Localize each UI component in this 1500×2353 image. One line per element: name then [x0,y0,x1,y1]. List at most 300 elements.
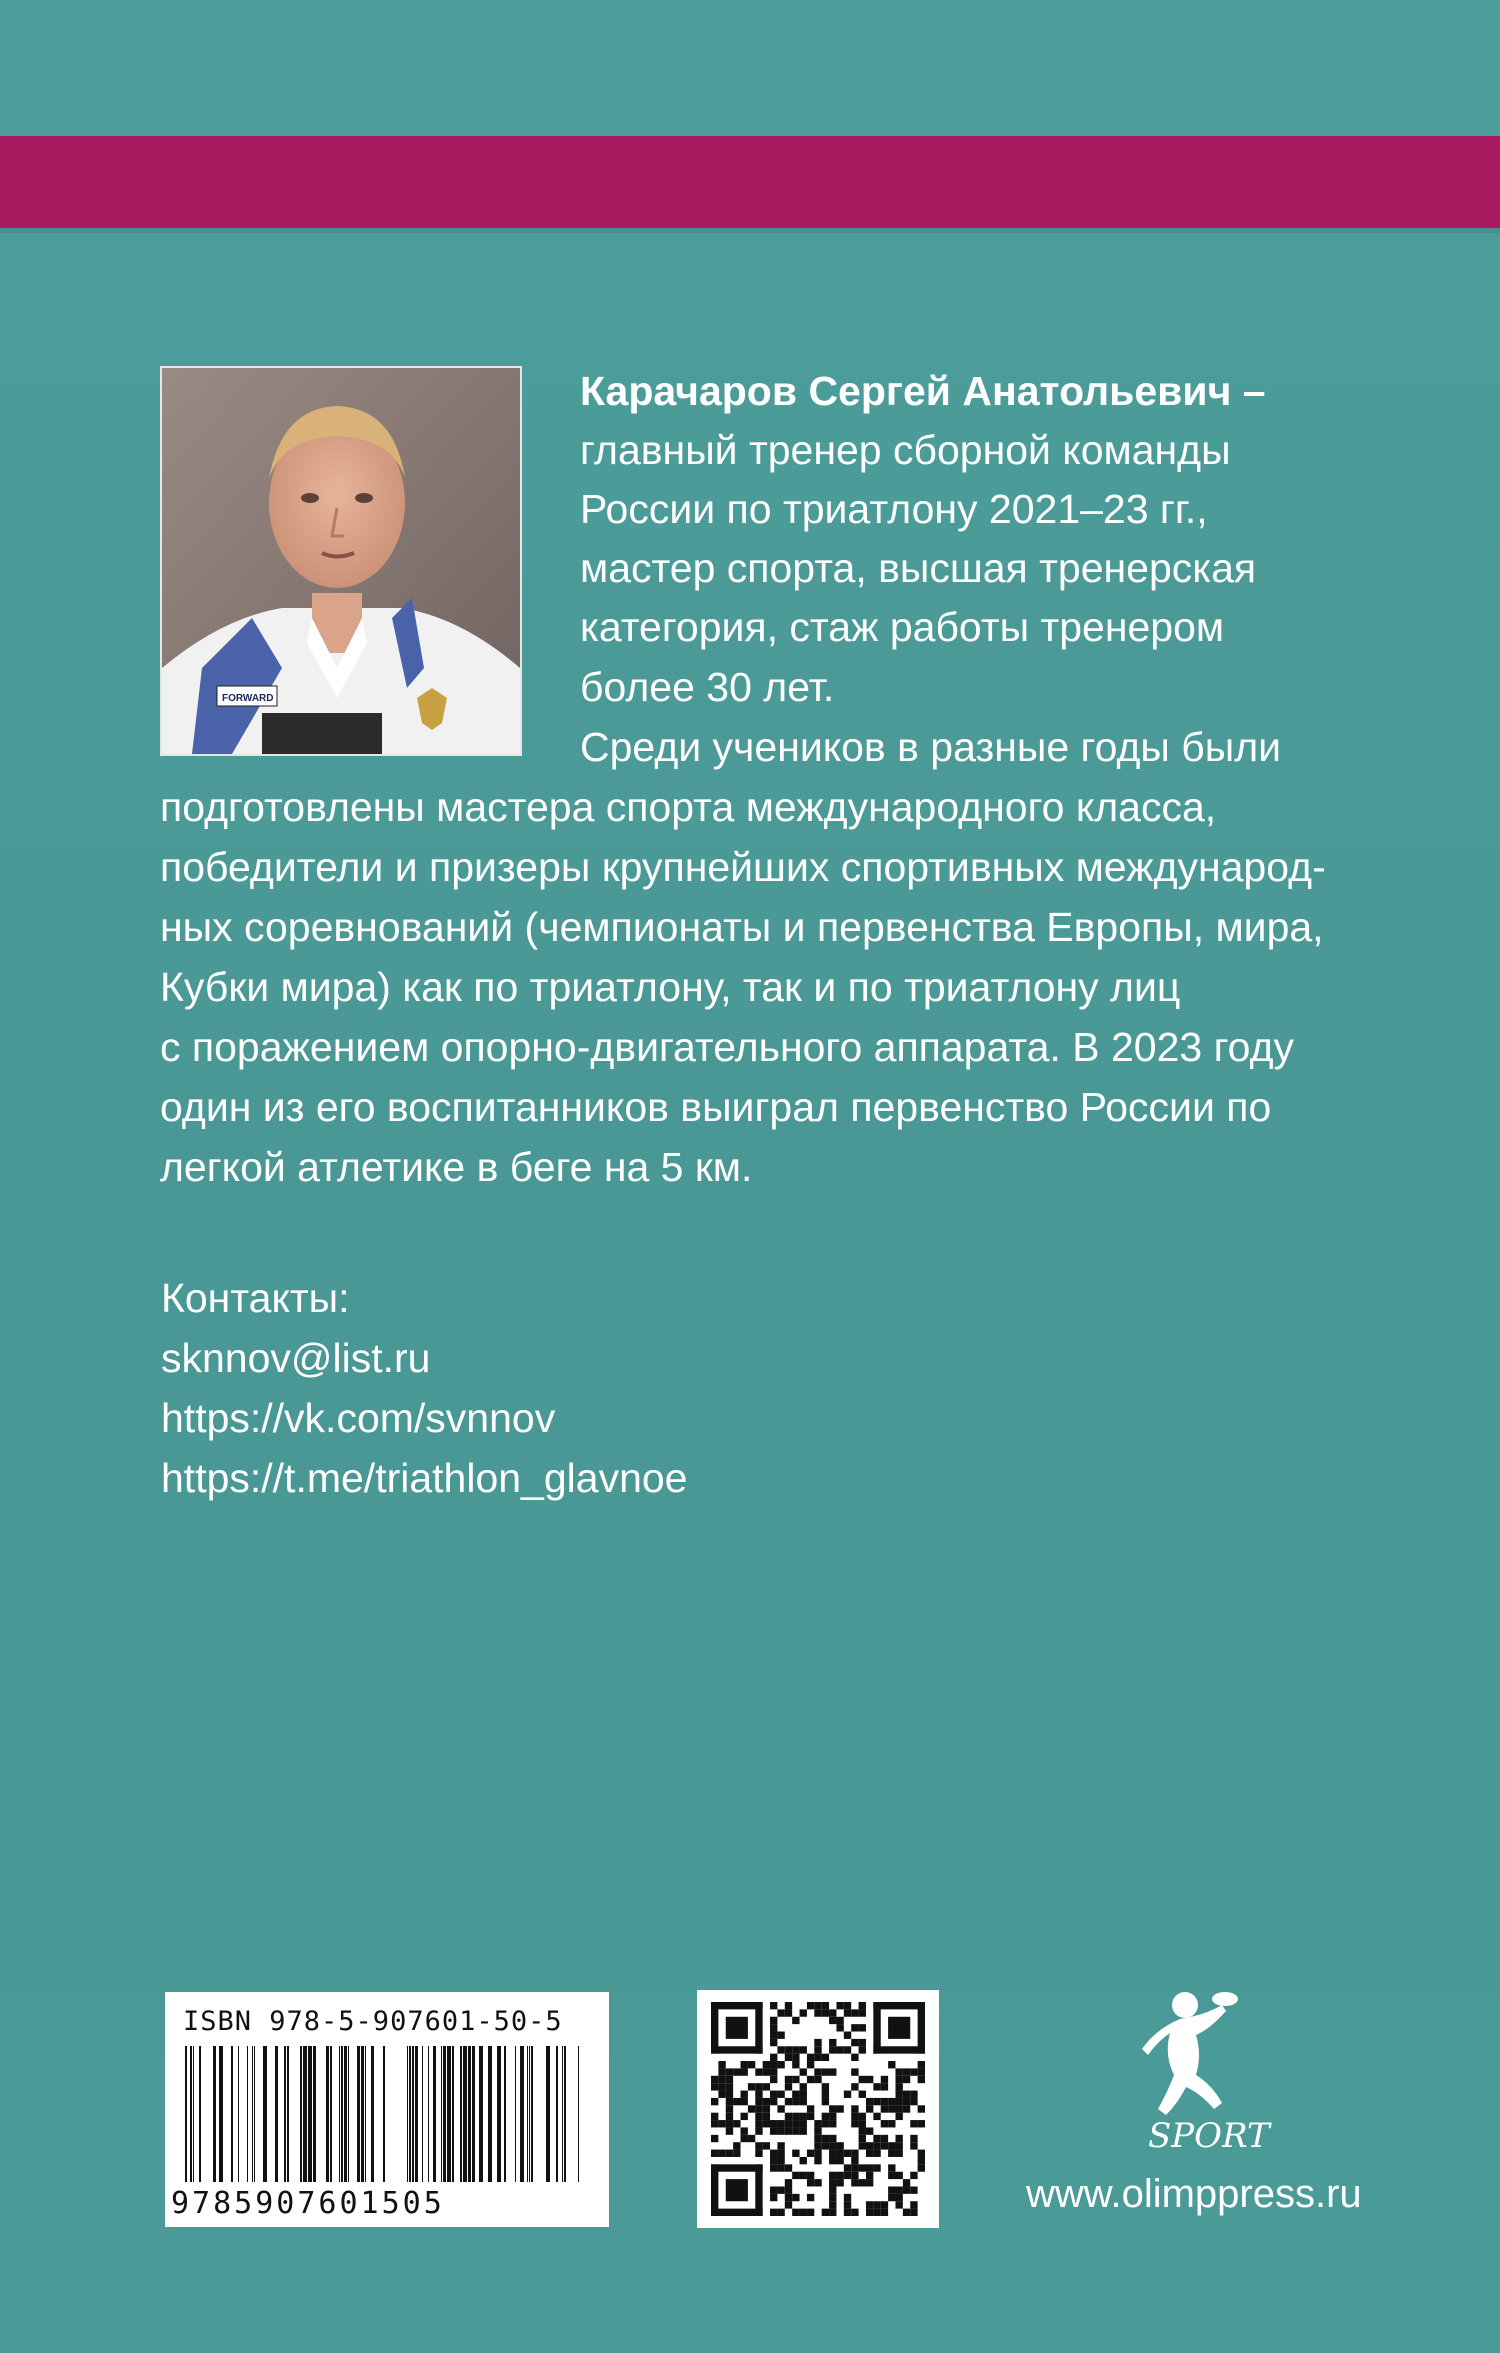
qr-module [785,2009,792,2016]
magenta-stripe [0,136,1500,228]
qr-finder [711,2164,763,2171]
qr-module [866,2127,873,2134]
qr-module [777,2164,784,2171]
qr-module [918,2150,925,2157]
qr-module [792,2054,799,2061]
qr-module [829,2209,836,2216]
logo-text: SPORT [1148,2116,1270,2156]
qr-module [755,2083,762,2090]
qr-module [770,2068,777,2075]
qr-module [748,2083,755,2090]
qr-module [785,2201,792,2208]
qr-module [785,2194,792,2201]
qr-module [741,2127,748,2134]
qr-module [888,2150,895,2157]
barcode-bar [407,2046,408,2182]
qr-module [733,2142,740,2149]
qr-module [873,2201,880,2208]
bio-line: мастер спорта, высшая тренерская [580,545,1257,591]
author-name: Карачаров Сергей Анатольевич – [580,368,1266,414]
barcode-bar [441,2046,442,2182]
qr-module [792,2091,799,2098]
barcode-bar [344,2046,347,2182]
qr-module [829,2172,836,2179]
qr-module [918,2120,925,2127]
qr-module [881,2135,888,2142]
barcode-bar [578,2046,579,2182]
qr-module [859,2142,866,2149]
barcode-bar [443,2046,446,2182]
qr-module [770,2032,777,2039]
qr-module [836,2002,843,2009]
barcode-bar [422,2046,423,2182]
qr-module [726,2091,733,2098]
qr-module [895,2091,902,2098]
qr-module [859,2113,866,2120]
qr-module [770,2150,777,2157]
qr-module [866,2105,873,2112]
qr-module [903,2076,910,2083]
qr-module [918,2076,925,2083]
qr-module [873,2135,880,2142]
qr-module [829,2068,836,2075]
qr-module [800,2091,807,2098]
qr-module [777,2120,784,2127]
qr-module [814,2068,821,2075]
qr-module [851,2113,858,2120]
barcode-bar [252,2046,253,2182]
qr-module [741,2068,748,2075]
qr-module [785,2179,792,2186]
barcode-bar [231,2046,233,2182]
barcode-bar [497,2046,501,2182]
qr-module [726,2120,733,2127]
qr-module [822,2113,829,2120]
qr-module [866,2150,873,2157]
qr-module [903,2179,910,2186]
contacts-heading: Контакты: [161,1275,350,1321]
qr-module [726,2083,733,2090]
qr-finder [873,2046,925,2053]
qr-module [763,2113,770,2120]
qr-module [888,2098,895,2105]
barcode-bar [308,2046,312,2182]
barcode-bar [412,2046,414,2182]
qr-module [851,2105,858,2112]
barcode-bar [275,2046,278,2182]
qr-module [777,2209,784,2216]
qr-module [851,2039,858,2046]
barcode-bar [219,2046,223,2182]
qr-module [755,2091,762,2098]
qr-module [718,2076,725,2083]
qr-module [785,2120,792,2127]
qr-module [829,2194,836,2201]
barcode-bar [527,2046,528,2182]
barcode-bar [284,2046,286,2182]
qr-module [770,2120,777,2127]
qr-module [895,2142,902,2149]
barcode-bar [371,2046,374,2182]
qr-module [851,2172,858,2179]
qr-module [770,2194,777,2201]
qr-module [785,2002,792,2009]
qr-module [851,2179,858,2186]
qr-module [763,2098,770,2105]
qr-module [829,2157,836,2164]
qr-module [888,2105,895,2112]
qr-module [807,2076,814,2083]
qr-module [807,2194,814,2201]
qr-module [895,2135,902,2142]
qr-module [814,2039,821,2046]
qr-module [844,2150,851,2157]
qr-module [851,2068,858,2075]
qr-module [881,2105,888,2112]
qr-module [873,2083,880,2090]
qr-module [763,2120,770,2127]
barcode-bar [531,2046,533,2182]
qr-module [807,2105,814,2112]
qr-module [718,2091,725,2098]
qr-module [822,2209,829,2216]
qr-module [755,2127,762,2134]
barcode-bar [463,2046,467,2182]
bio-line: с поражением опорно-двигательного аппарата. В 2023 году [160,1024,1294,1070]
qr-module [763,2105,770,2112]
barcode-bar [361,2046,364,2182]
qr-module [836,2157,843,2164]
qr-module [755,2113,762,2120]
qr-module [910,2068,917,2075]
qr-module [844,2002,851,2009]
bio-line: победители и призеры крупнейших спортивных международ- [160,844,1326,890]
qr-module [851,2157,858,2164]
author-photo [160,366,522,756]
barcode-bar [330,2046,332,2182]
qr-module [895,2068,902,2075]
qr-module [873,2150,880,2157]
qr-module [741,2113,748,2120]
qr-module [777,2105,784,2112]
qr-module [726,2105,733,2112]
qr-module [763,2083,770,2090]
barcode-bar [185,2046,187,2182]
qr-module [785,2083,792,2090]
qr-module [822,2098,829,2105]
qr-module [800,2172,807,2179]
qr-module [844,2164,851,2171]
qr-module [792,2098,799,2105]
qr-module [851,2150,858,2157]
qr-module [718,2120,725,2127]
qr-module [859,2120,866,2127]
qr-module [800,2068,807,2075]
qr-module [800,2209,807,2216]
qr-module [770,2157,777,2164]
barcode-bar [254,2046,255,2182]
bio-line: категория, стаж работы тренером [580,604,1225,650]
contact-email[interactable]: sknnov@list.ru [161,1335,431,1381]
qr-module [785,2054,792,2061]
qr-module [800,2083,807,2090]
barcode-bar [238,2046,239,2182]
qr-module [881,2098,888,2105]
qr-module [873,2113,880,2120]
qr-module [748,2061,755,2068]
qr-module [910,2135,917,2142]
qr-module [718,2150,725,2157]
discus-thrower-icon [1142,1992,1238,2115]
qr-module [859,2179,866,2186]
qr-finder [918,2002,925,2054]
qr-module [800,2120,807,2127]
qr-module [814,2135,821,2142]
qr-module [726,2127,733,2134]
qr-module [851,2120,858,2127]
qr-module [733,2098,740,2105]
qr-module [814,2002,821,2009]
qr-module [881,2076,888,2083]
qr-module [859,2091,866,2098]
qr-module [718,2068,725,2075]
qr-module [711,2150,718,2157]
qr-finder [888,2017,910,2039]
bio-line: один из его воспитанников выиграл первенство России по [160,1084,1272,1130]
qr-module [800,2046,807,2053]
qr-module [881,2209,888,2216]
qr-module [903,2091,910,2098]
publisher-website[interactable]: www.olimppress.ru [1026,2172,1362,2216]
barcode-bar [515,2046,516,2182]
qr-module [903,2105,910,2112]
qr-module [918,2068,925,2075]
qr-module [829,2186,836,2193]
qr-module [829,2113,836,2120]
qr-module [829,2105,836,2112]
qr-module [873,2142,880,2149]
qr-module [770,2186,777,2193]
barcode-bar [193,2046,194,2182]
qr-module [733,2120,740,2127]
qr-module [844,2172,851,2179]
qr-module [836,2024,843,2031]
qr-module [755,2150,762,2157]
qr-module [711,2135,718,2142]
qr-module [910,2120,917,2127]
barcode-bar [313,2046,316,2182]
qr-module [859,2164,866,2171]
qr-module [822,2002,829,2009]
qr-module [851,2009,858,2016]
qr-module [918,2157,925,2164]
qr-module [726,2113,733,2120]
qr-module [800,2113,807,2120]
isbn-barcode [165,1992,609,2227]
qr-module [844,2091,851,2098]
qr-module [910,2098,917,2105]
qr-module [711,2098,718,2105]
qr-finder [726,2017,748,2039]
qr-module [888,2061,895,2068]
qr-module [910,2201,917,2208]
qr-module [807,2054,814,2061]
qr-module [866,2076,873,2083]
qr-module [777,2157,784,2164]
qr-module [792,2209,799,2216]
qr-module [807,2061,814,2068]
qr-module [755,2142,762,2149]
qr-module [763,2068,770,2075]
qr-module [748,2105,755,2112]
qr-module [866,2209,873,2216]
bio-line: Среди учеников в разные годы были [580,724,1282,770]
qr-module [844,2194,851,2201]
qr-finder [755,2002,762,2054]
barcode-bar [468,2046,471,2182]
qr-module [851,2164,858,2171]
qr-module [814,2046,821,2053]
qr-module [873,2164,880,2171]
qr-module [777,2009,784,2016]
barcode-bar [562,2046,563,2182]
qr-module [822,2135,829,2142]
barcode-bar [415,2046,418,2182]
qr-module [822,2120,829,2127]
qr-finder [711,2002,763,2009]
bio-line: главный тренер сборной команды [580,427,1231,473]
qr-module [829,2201,836,2208]
qr-module [770,2127,777,2134]
contacts-block [161,1268,687,1508]
qr-module [836,2179,843,2186]
qr-module [888,2186,895,2193]
barcode-bar [479,2046,483,2182]
qr-module [770,2091,777,2098]
qr-module [903,2209,910,2216]
stripe-shadow [0,228,1500,233]
qr-module [873,2098,880,2105]
barcode-bar [357,2046,360,2182]
qr-module [910,2172,917,2179]
qr-module [895,2083,902,2090]
qr-module [836,2150,843,2157]
qr-module [895,2194,902,2201]
qr-module [881,2083,888,2090]
qr-module [770,2002,777,2009]
qr-module [903,2186,910,2193]
barcode-bar [556,2046,558,2182]
qr-module [792,2113,799,2120]
qr-module [822,2142,829,2149]
qr-module [873,2209,880,2216]
barcode-digits: 9785907601505 [171,2186,445,2221]
barcode-bar [529,2046,530,2182]
barcode-bar [348,2046,349,2182]
qr-module [918,2164,925,2171]
bio-line: Кубки мира) как по триатлону, так и по триатлону лиц [160,964,1181,1010]
qr-module [785,2046,792,2053]
qr-module [807,2002,814,2009]
qr-module [829,2135,836,2142]
qr-module [777,2127,784,2134]
qr-module [785,2127,792,2134]
qr-module [814,2009,821,2016]
qr-module [792,2017,799,2024]
barcode-bar [520,2046,524,2182]
contact-vk-link[interactable]: https://vk.com/svnnov [161,1395,556,1441]
qr-finder [755,2164,762,2216]
qr-module [814,2054,821,2061]
barcode-bar [564,2046,566,2182]
barcode-bar [300,2046,302,2182]
qr-module [910,2186,917,2193]
barcode-bar [383,2046,385,2182]
qr-module [851,2054,858,2061]
qr-module [844,2009,851,2016]
qr-module [770,2039,777,2046]
qr-module [844,2046,851,2053]
qr-module [822,2009,829,2016]
qr-module [792,2127,799,2134]
bio-line: ных соревнований (чемпионаты и первенства Европы, мира, [160,904,1324,950]
contact-telegram-link[interactable]: https://t.me/triathlon_glavnoe [161,1455,688,1501]
qr-module [770,2098,777,2105]
barcode-bar [452,2046,454,2182]
qr-module [888,2120,895,2127]
qr-module [881,2120,888,2127]
qr-module [770,2076,777,2083]
qr-module [770,2017,777,2024]
qr-module [814,2127,821,2134]
barcode-bar [326,2046,329,2182]
qr-module [829,2150,836,2157]
qr-module [918,2105,925,2112]
qr-module [807,2150,814,2157]
qr-finder [711,2209,763,2216]
qr-module [829,2179,836,2186]
qr-module [888,2194,895,2201]
qr-module [800,2009,807,2016]
qr-module [800,2157,807,2164]
qr-finder [873,2002,880,2054]
qr-finder [711,2046,763,2053]
qr-module [844,2209,851,2216]
qr-module [836,2046,843,2053]
qr-module [859,2135,866,2142]
qr-module [895,2113,902,2120]
qr-module [807,2209,814,2216]
qr-module [910,2091,917,2098]
qr-module [859,2127,866,2134]
qr-module [792,2120,799,2127]
qr-module [895,2172,902,2179]
qr-module [814,2150,821,2157]
qr-module [829,2039,836,2046]
qr-module [866,2201,873,2208]
qr-module [851,2209,858,2216]
qr-module [792,2150,799,2157]
qr-module [792,2194,799,2201]
qr-module [711,2120,718,2127]
qr-module [836,2017,843,2024]
qr-module [910,2209,917,2216]
qr-module [777,2091,784,2098]
qr-module [792,2076,799,2083]
barcode-bar [488,2046,492,2182]
qr-module [814,2076,821,2083]
qr-module [814,2157,821,2164]
